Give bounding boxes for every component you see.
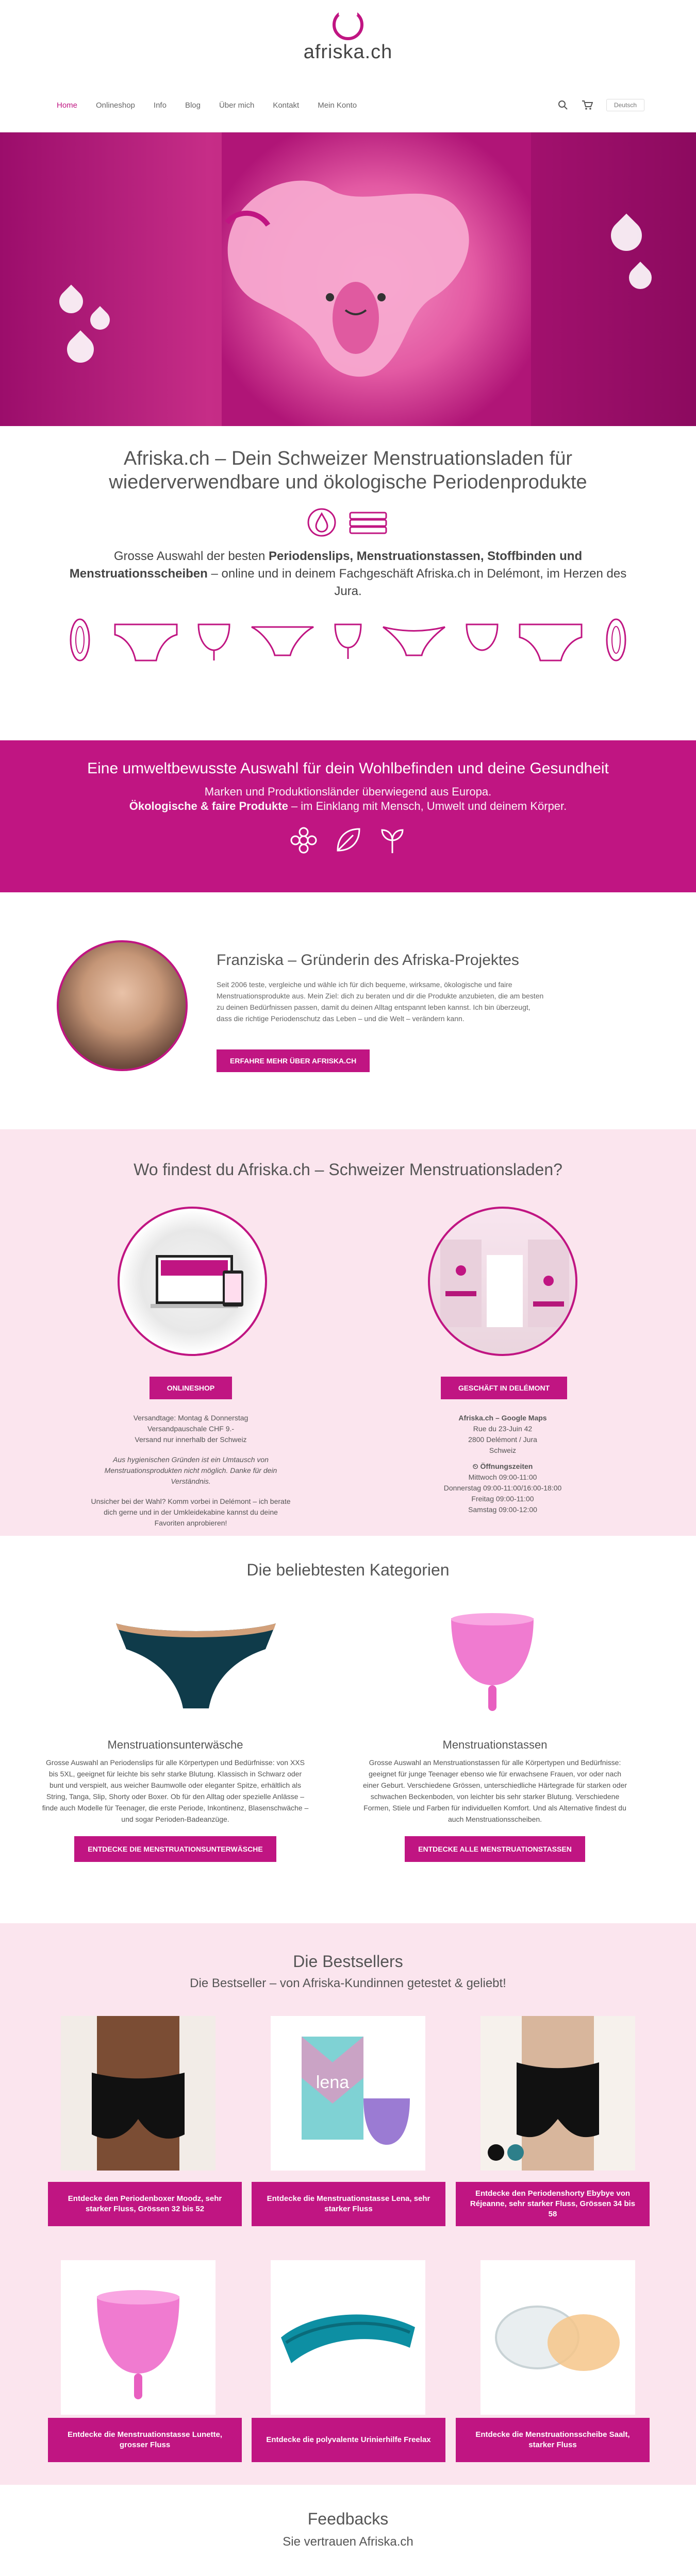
categories-section [0,1536,696,1923]
leaf-icon [333,825,363,856]
product-image[interactable] [61,2260,216,2415]
main-nav [57,101,357,110]
intro-section [0,447,696,740]
panty-icon [378,617,450,663]
site-logo[interactable] [296,9,400,63]
feedback-title: Feedbacks [307,2510,389,2528]
plant-icon [377,825,408,856]
category-text: Grosse Auswahl an Menstruationstassen für alle Körpertypen und Bedürfnisse: geeignet für junge Teenager ebenso wie für erwachsene Frauen, vor oder nach einer Geburt. Verschiedene Grössen, unterschiedliche Härtegrade für starken oder schwachen Beckenboden, von leichter bis sehr starker Blutung. Verschiedene Formen, Stiele und Farben für individuellen Komfort. Und als Alternative findest du auch Menstruationsscheiben. [362,1758,627,1823]
intro-text: Grosse Auswahl der besten Periodenslips, Menstruationstassen, Stoffbinden und Menstruationsscheiben – online und in deinem Fachgeschäft Afriska.ch in Delémont, im Herzen des Jura. [69,549,627,598]
product-button[interactable]: Entdecke den Periodenboxer Moodz, sehr starker Fluss, Grössen 32 bis 52 [48,2182,242,2226]
product-image[interactable] [480,2016,635,2171]
product-button[interactable]: Entdecke die polyvalente Urinierhilfe Freelax [252,2418,445,2462]
product-button[interactable]: Entdecke die Menstruationstasse Lena, sehr starker Fluss [252,2182,445,2226]
eco-icons [0,825,696,856]
bestsellers-title: Die Bestsellers [293,1952,403,1971]
founder-section [0,892,696,1129]
hero-banner [0,132,696,426]
underwear-button[interactable]: ENTDECKE DIE MENSTRUATIONSUNTERWÄSCHE [74,1836,276,1862]
language-select[interactable]: Deutsch [606,99,644,111]
eco-band [0,740,696,892]
eco-title: Eine umweltbewusste Auswahl für dein Wohlbefinden und deine Gesundheit [87,760,609,777]
product-button[interactable]: Entdecke die Menstruationsscheibe Saalt, starker Fluss [456,2418,650,2462]
cups-button[interactable]: ENTDECKE ALLE MENSTRUATIONSTASSEN [405,1836,585,1862]
search-icon[interactable] [558,100,568,110]
nav-account[interactable]: Mein Konto [318,101,357,110]
nav-blog[interactable]: Blog [185,101,201,110]
eco-text: Marken und Produktionsländer überwiegend aus Europa. Ökologische & faire Produkte – im Einklang mit Mensch, Umwelt und deinem Körper. [129,785,567,812]
panty-icon [110,617,182,663]
clock-icon: ⏲ [472,1462,480,1470]
product-button[interactable]: Entdecke die Menstruationstasse Lunette, grosser Fluss [48,2418,242,2462]
product-image[interactable] [271,2260,425,2415]
product-image[interactable] [480,2260,635,2415]
shop-info: Afriska.ch – Google Maps Rue du 23-Juin 42 2800 Delémont / Jura Schweiz ⏲ Öffnungszeiten Mittwoch 09:00-11:00 Donnerstag 09:00-11:00/16:00-18:00 Freitag 09:00-11:00 Samstag 09:00-12:00 [400,1413,606,1515]
onlineshop-info: Versandtage: Montag & Donnerstag Versandpauschale CHF 9.- Versand nur innerhalb der Schweiz Aus hygienischen Gründen ist ein Umtausch von Menstruationsprodukten nicht möglich. Danke für dein Verständnis. Unsicher bei der Wahl? Komm vorbei in Delémont – ich berate dich gerne und in der Umkleidekabine kannst du deine Favoriten anprobieren! [91,1414,291,1527]
devices-illustration [120,1209,267,1356]
product-image[interactable] [61,2016,216,2171]
lena-cup-photo [271,2016,425,2171]
category-cups [361,1739,629,1862]
cup-icon [461,617,503,663]
nav-onlineshop[interactable]: Onlineshop [96,101,135,110]
nav-home[interactable]: Home [57,101,78,110]
bestsellers-section [0,1923,696,2485]
flower-icon [288,825,319,856]
product-image[interactable] [271,2016,425,2171]
nav-about[interactable]: Über mich [219,101,255,110]
pad-icon [62,617,98,663]
shop-image [428,1207,577,1356]
shop-button[interactable]: GESCHÄFT IN DELÉMONT [441,1377,567,1399]
founder-photo [57,940,188,1071]
hero-illustration [0,132,696,426]
header-tools [558,99,644,111]
cart-icon[interactable] [582,100,593,110]
categories-title: Die beliebtesten Kategorien [246,1561,450,1579]
logo-text: afriska.ch [303,41,393,63]
intro-icons [57,507,639,537]
saalt-disc-photo [480,2260,635,2415]
shorty-photo [480,2016,635,2171]
product-button[interactable]: Entdecke den Periodenshorty Ebybye von Réjeanne, sehr starker Fluss, Grössen 34 bis 58 [456,2182,650,2226]
bestsellers-subtitle: Die Bestseller – von Afriska-Kundinnen getestet & geliebt! [190,1976,506,1990]
drop-icon [307,507,337,537]
product-icon-row [57,617,639,663]
freelax-photo [271,2260,425,2415]
category-name: Menstruationstassen [442,1738,548,1751]
onlineshop-button[interactable]: ONLINESHOP [150,1377,232,1399]
cup-icon [193,617,235,663]
category-name: Menstruationsunterwäsche [107,1738,243,1751]
founder-button[interactable]: ERFAHRE MEHR ÜBER AFRISKA.CH [217,1049,370,1072]
category-text: Grosse Auswahl an Periodenslips für alle Körpertypen und Bedürfnisse: von XXS bis 5XL, geeignet für leichte bis sehr starke Blutung. Klassisch in Schwarz oder bunt und verspielt, aus weicher Baumwolle oder eleganter Spitze, erhältlich als String, Tanga, Slip, Shorty oder Boxer. Ob für den Alltag oder spezielle Anlässe – finde auch Modelle für Teenager, die erste Periode, Inkontinenz, Blasenschwäche – und sogar Perioden-Badeanzüge. [42,1758,309,1823]
menstrual-cup-image[interactable] [430,1608,554,1721]
founder-title: Franziska – Gründerin des Afriska-Projektes [217,952,519,969]
shop-interior [430,1209,577,1356]
nav-contact[interactable]: Kontakt [273,101,300,110]
pad-icon [598,617,634,663]
cup-icon [330,617,366,663]
panty-icon [515,617,587,663]
svg-text:lena: lena [316,2073,350,2092]
feedback-subtitle: Sie vertrauen Afriska.ch [283,2535,413,2549]
site-header [0,0,696,132]
logo-circle-icon [333,9,363,40]
where-section [0,1129,696,1536]
lunette-cup-photo [61,2260,216,2415]
feedback-section [0,2485,696,2576]
founder-text: Seit 2006 teste, vergleiche und wähle ich für dich bequeme, wirksame, ökologische und faire Menstruationsprodukte aus. Mein Ziel: dich zu beraten und dir die Produkte anzubieten, die am besten zu deinen Bedürfnissen passen, damit du deinen Alltag entspannt leben kannst. Ich bin überzeugt, dass die richtige Periodenschutz das Leben – und die Welt – verändern kann. [217,980,544,1023]
hours-title: ⏲ Öffnungszeiten [472,1462,533,1470]
where-title: Wo findest du Afriska.ch – Schweizer Menstruationsladen? [134,1160,562,1179]
intro-title: Afriska.ch – Dein Schweizer Menstruationsladen für wiederverwendbare und ökologische Periodenprodukte [109,448,587,493]
onlineshop-image [118,1207,267,1356]
nav-info[interactable]: Info [153,101,167,110]
category-underwear [41,1739,309,1862]
stack-icon [348,507,389,537]
period-panty-image[interactable] [111,1613,281,1716]
maps-link[interactable]: Afriska.ch – Google Maps [458,1414,547,1422]
panty-icon [246,617,319,663]
boxer-photo [61,2016,216,2171]
